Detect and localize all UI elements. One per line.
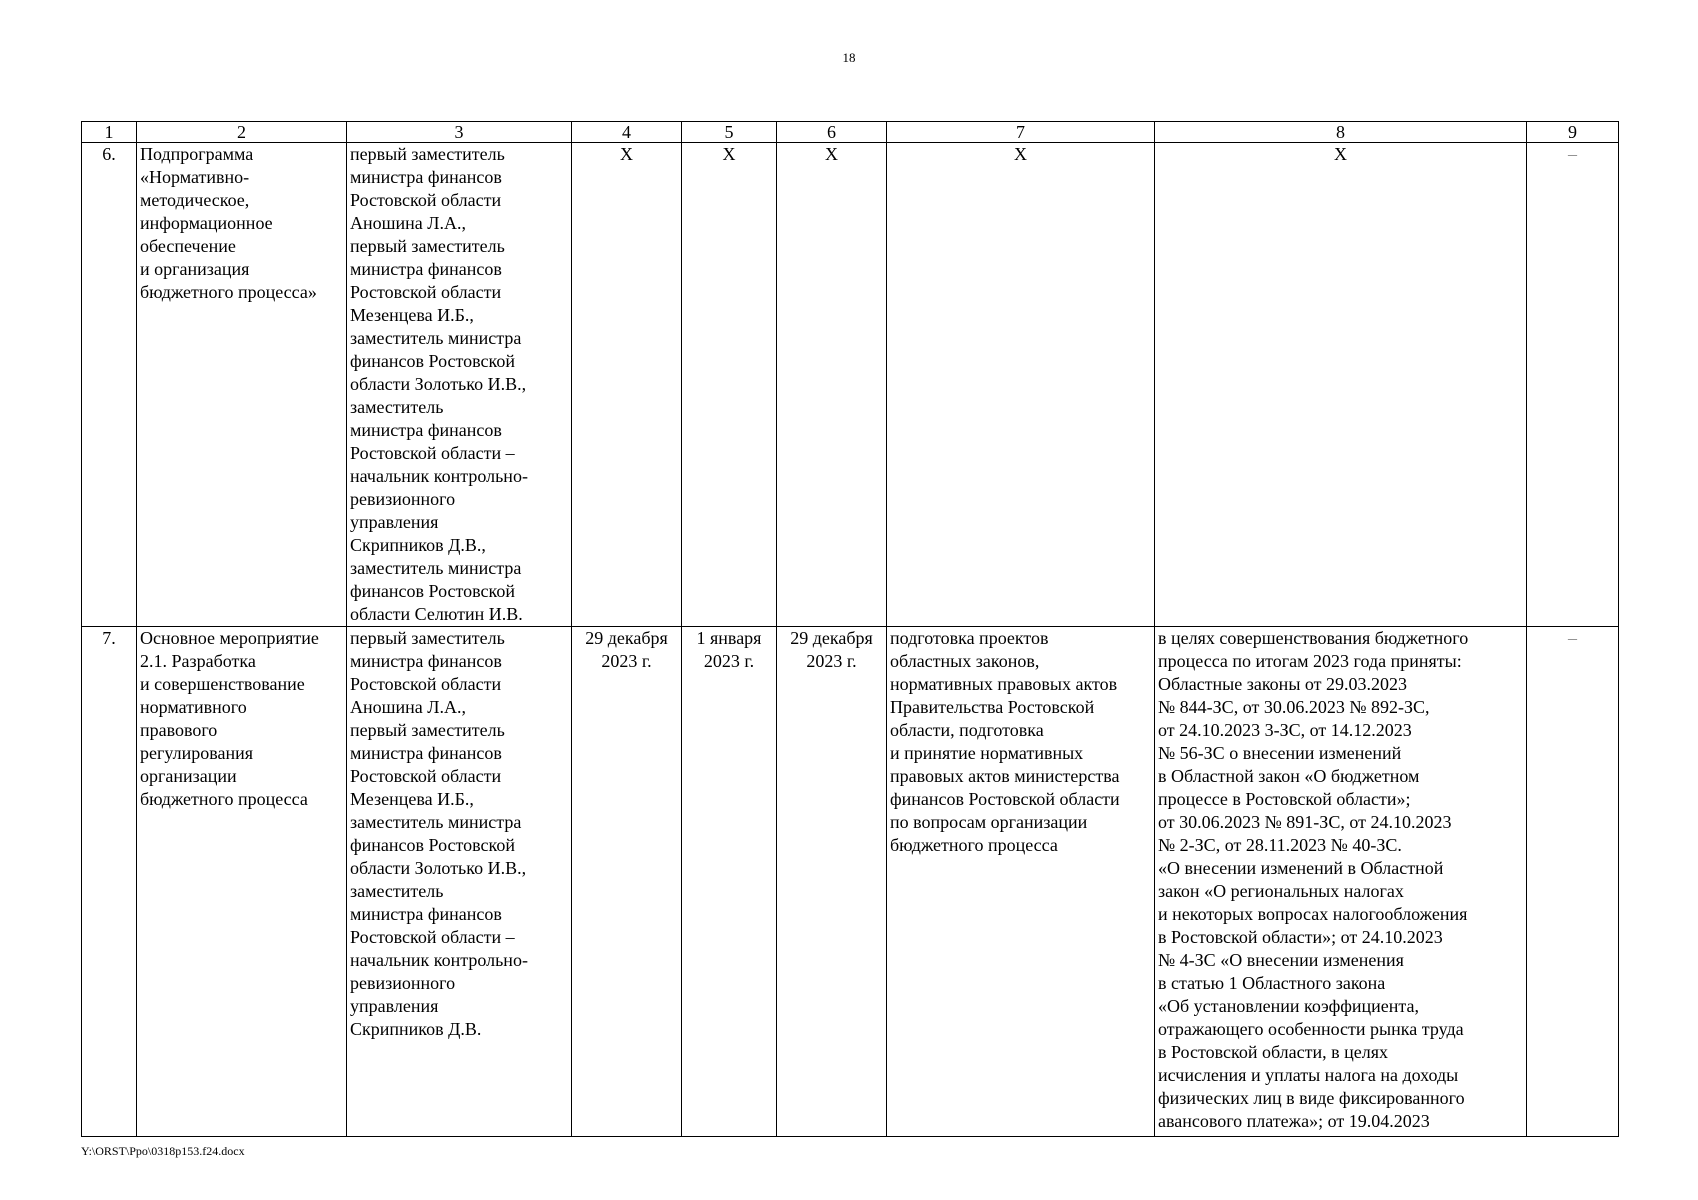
- cell-col5: X: [682, 143, 777, 627]
- program-name: Подпрограмма «Нормативно- методическое, информационное обеспечение и организация бюджетного процесса»: [137, 143, 347, 627]
- page-number: 18: [842, 50, 856, 65]
- responsible-persons: первый заместитель министра финансов Ростовской области Аношина Л.А., первый заместитель министра финансов Ростовской области Мезенцева И.Б., заместитель министра финансов Ростовской области Золотько И.В., заместитель министра финансов Ростовской области – начальник контрольно- ревизионного управления Скрипников Д.В., заместитель министра финансов Ростовской области Селютин И.В.: [347, 143, 572, 627]
- report-table: [81, 121, 1619, 1137]
- column-number: 3: [347, 122, 572, 143]
- cell-col8: в целях совершенствования бюджетного процесса по итогам 2023 года приняты: Областные законы от 29.03.2023 № 844-ЗС, от 30.06.2023 № 892-ЗС, от 24.10.2023 3-ЗС, от 14.12.2023 № 56-ЗС о внесении изменений в Областной закон «О бюджетном процессе в Ростовской области»; от 30.06.2023 № 891-ЗС, от 24.10.2023 № 2-ЗС, от 28.11.2023 № 40-ЗС. «О внесении изменений в Областной закон «О региональных налогах и некоторых вопросах налогообложения в Ростовской области»; от 24.10.2023 № 4-ЗС «О внесении изменения в статью 1 Областного закона «Об установлении коэффициента, отражающего особенности рынка труда в Ростовской области, в целях исчисления и уплаты налога на доходы физических лиц в виде фиксированного авансового платежа»; от 19.04.2023: [1155, 627, 1527, 1137]
- cell-col9: –: [1527, 627, 1619, 1137]
- column-number: 6: [777, 122, 887, 143]
- table-row: [82, 627, 1619, 1137]
- cell-col4: X: [572, 143, 682, 627]
- column-number: 8: [1155, 122, 1527, 143]
- cell-col5: 1 января 2023 г.: [682, 627, 777, 1137]
- column-number: 7: [887, 122, 1155, 143]
- column-number: 2: [137, 122, 347, 143]
- cell-col9: –: [1527, 143, 1619, 627]
- column-number: 4: [572, 122, 682, 143]
- cell-col8: X: [1155, 143, 1527, 627]
- row-number: 6.: [82, 143, 137, 627]
- cell-col7: подготовка проектов областных законов, нормативных правовых актов Правительства Ростовской области, подготовка и принятие нормативных правовых актов министерства финансов Ростовской области по вопросам организации бюджетного процесса: [887, 627, 1155, 1137]
- program-name: Основное мероприятие 2.1. Разработка и совершенствование нормативного правового регулирования организации бюджетного процесса: [137, 627, 347, 1137]
- column-number: 9: [1527, 122, 1619, 143]
- cell-col6: X: [777, 143, 887, 627]
- cell-col6: 29 декабря 2023 г.: [777, 627, 887, 1137]
- row-number: 7.: [82, 627, 137, 1137]
- footer-file-path: Y:\ORST\Ppo\0318p153.f24.docx: [81, 1144, 245, 1158]
- cell-col7: X: [887, 143, 1155, 627]
- column-number: 5: [682, 122, 777, 143]
- table-row: [82, 143, 1619, 627]
- responsible-persons: первый заместитель министра финансов Ростовской области Аношина Л.А., первый заместитель министра финансов Ростовской области Мезенцева И.Б., заместитель министра финансов Ростовской области Золотько И.В., заместитель министра финансов Ростовской области – начальник контрольно- ревизионного управления Скрипников Д.В.: [347, 627, 572, 1137]
- column-number-row: [82, 122, 1619, 143]
- column-number: 1: [82, 122, 137, 143]
- cell-col4: 29 декабря 2023 г.: [572, 627, 682, 1137]
